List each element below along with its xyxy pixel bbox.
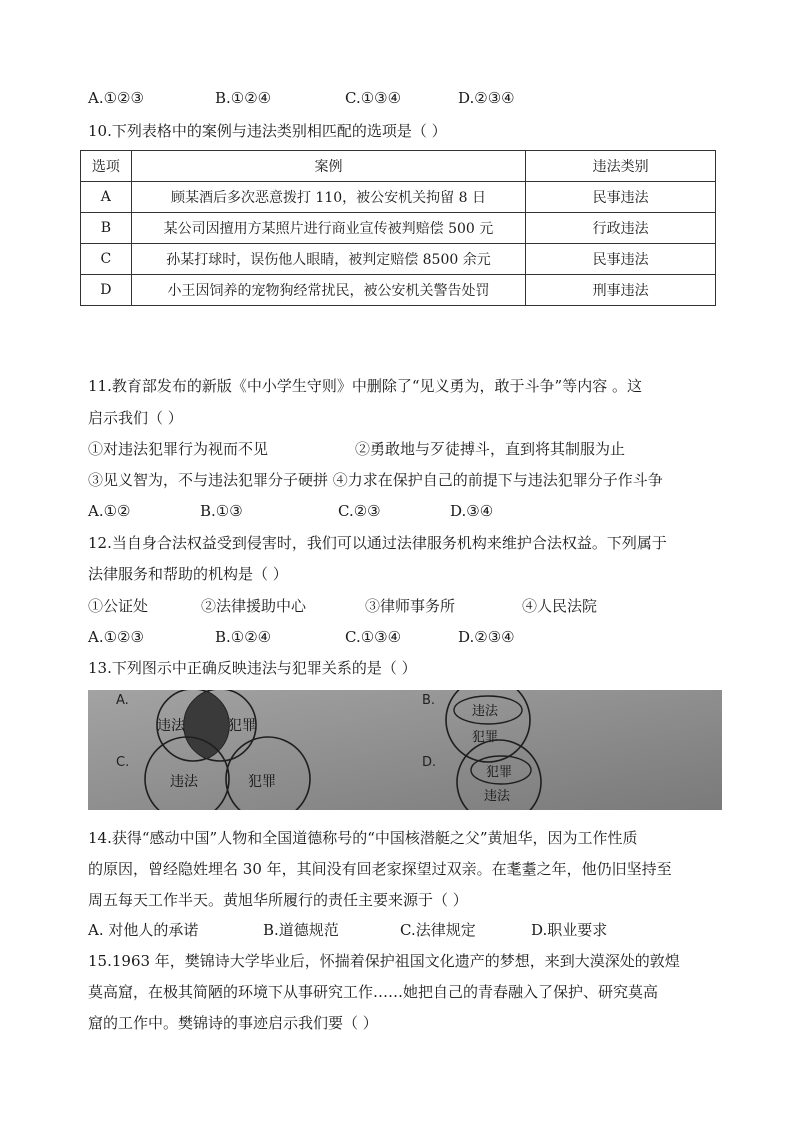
q11-options xyxy=(88,501,728,521)
q12-stem-line-1: 12.当自身合法权益受到侵害时，我们可以通过法律服务机构来维护合法权益。下列属于 xyxy=(88,534,667,552)
diagram-label-d: D. xyxy=(422,755,437,770)
diagram-text-fanzui-a: 犯罪 xyxy=(228,718,256,734)
diagram-text-weifa-b: 违法 xyxy=(472,704,499,719)
table-row xyxy=(81,182,716,213)
q12-option-b[interactable]: B.①②④ xyxy=(215,628,272,646)
q11-items-row-2: ③见义智为，不与违法犯罪分子硬拼 ④力求在保护自己的前提下与违法犯罪分子作斗争 xyxy=(88,471,663,489)
table-cell: 某公司因擅用方某照片进行商业宣传被判赔偿 500 元 xyxy=(131,213,525,244)
table-cell: 民事违法 xyxy=(526,182,716,213)
table-row xyxy=(81,244,716,275)
q12-items xyxy=(88,596,728,616)
q9-option-c[interactable]: C.①③④ xyxy=(345,89,402,107)
q12-item-1: ①公证处 xyxy=(88,597,149,615)
diagram-text-fanzui-c: 犯罪 xyxy=(248,774,276,790)
diagram-label-b: B. xyxy=(422,693,436,708)
table-cell: D xyxy=(81,275,132,306)
table-cell: 行政违法 xyxy=(526,213,716,244)
q10-table xyxy=(80,150,716,306)
table-header-cell: 选项 xyxy=(81,151,132,182)
q14-option-a[interactable]: A. 对他人的承诺 xyxy=(88,921,199,939)
table-cell: 小王因饲养的宠物狗经常扰民，被公安机关警告处罚 xyxy=(131,275,525,306)
table-header-cell: 违法类别 xyxy=(526,151,716,182)
photo-background xyxy=(88,690,722,810)
q12-option-c[interactable]: C.①③④ xyxy=(345,628,402,646)
q11-item-1: ①对违法犯罪行为视而不见 xyxy=(88,440,269,458)
q15-stem-line-3: 窟的工作中。樊锦诗的事迹启示我们要（ ） xyxy=(88,1014,378,1032)
q9-option-d[interactable]: D.②③④ xyxy=(458,89,515,107)
q14-stem-line-3: 周五每天工作半天。黄旭华所履行的责任主要来源于（ ） xyxy=(88,891,468,909)
q11-item-2: ②勇敢地与歹徒搏斗，直到将其制服为止 xyxy=(355,440,626,458)
q11-option-c[interactable]: C.②③ xyxy=(338,502,381,520)
table-header-row xyxy=(81,151,716,182)
diagram-text-weifa-a: 违法 xyxy=(157,718,185,734)
venn-diagrams xyxy=(88,690,722,810)
table-cell: B xyxy=(81,213,132,244)
q14-option-d[interactable]: D.职业要求 xyxy=(531,921,608,939)
diagram-text-fanzui-b: 犯罪 xyxy=(472,730,499,745)
table-cell: 孙某打球时，误伤他人眼睛，被判定赔偿 8500 余元 xyxy=(131,244,525,275)
diagram-text-weifa-d: 违法 xyxy=(484,789,511,804)
table-cell: 刑事违法 xyxy=(526,275,716,306)
table-header-cell: 案例 xyxy=(131,151,525,182)
q11-option-b[interactable]: B.①③ xyxy=(200,502,243,520)
q13-diagram-photo xyxy=(88,690,722,810)
q10-stem: 10.下列表格中的案例与违法类别相匹配的选项是（ ） xyxy=(88,122,447,140)
diagram-label-a: A. xyxy=(116,693,129,708)
q11-option-d[interactable]: D.③④ xyxy=(450,502,494,520)
table-row xyxy=(81,275,716,306)
q14-option-c[interactable]: C.法律规定 xyxy=(400,921,476,939)
q9-option-b[interactable]: B.①②④ xyxy=(215,89,272,107)
q9-options xyxy=(88,88,728,108)
diagram-text-fanzui-d: 犯罪 xyxy=(486,765,513,780)
q13-stem: 13.下列图示中正确反映违法与犯罪关系的是（ ） xyxy=(88,659,417,677)
q12-item-3: ③律师事务所 xyxy=(365,597,456,615)
q9-option-a[interactable]: A.①②③ xyxy=(88,89,144,107)
q11-option-a[interactable]: A.①② xyxy=(88,502,131,520)
q12-item-4: ④人民法院 xyxy=(522,597,598,615)
q14-stem-line-2: 的原因，曾经隐姓埋名 30 年，其间没有回老家探望过双亲。在耄耋之年，他仍旧坚持至 xyxy=(88,860,672,878)
table-row xyxy=(81,213,716,244)
q11-items-row-1 xyxy=(88,439,728,459)
q15-stem-line-1: 15.1963 年，樊锦诗大学毕业后，怀揣着保护祖国文化遗产的梦想，来到大漠深处的敦煌 xyxy=(88,952,680,970)
q12-stem-line-2: 法律服务和帮助的机构是（ ） xyxy=(88,565,288,583)
q12-options xyxy=(88,627,728,647)
table-cell: 顾某酒后多次恶意拨打 110，被公安机关拘留 8 日 xyxy=(131,182,525,213)
q12-option-d[interactable]: D.②③④ xyxy=(458,628,515,646)
q15-stem-line-2: 莫高窟，在极其简陋的环境下从事研究工作……她把自己的青春融入了保护、研究莫高 xyxy=(88,983,659,1001)
q14-option-b[interactable]: B.道德规范 xyxy=(263,921,339,939)
q12-item-2: ②法律援助中心 xyxy=(201,597,307,615)
diagram-label-c: C. xyxy=(116,755,130,770)
table-cell: C xyxy=(81,244,132,275)
q12-option-a[interactable]: A.①②③ xyxy=(88,628,144,646)
table-cell: A xyxy=(81,182,132,213)
q11-stem-line-2: 启示我们（ ） xyxy=(88,409,183,427)
table-cell: 民事违法 xyxy=(526,244,716,275)
q11-stem-line-1: 11.教育部发布的新版《中小学生守则》中删除了“见义勇为，敢于斗争”等内容 。这 xyxy=(88,377,642,395)
q14-options xyxy=(88,920,728,940)
diagram-text-weifa-c: 违法 xyxy=(170,774,198,790)
q14-stem-line-1: 14.获得“感动中国”人物和全国道德称号的“中国核潜艇之父”黄旭华，因为工作性质 xyxy=(88,829,638,847)
